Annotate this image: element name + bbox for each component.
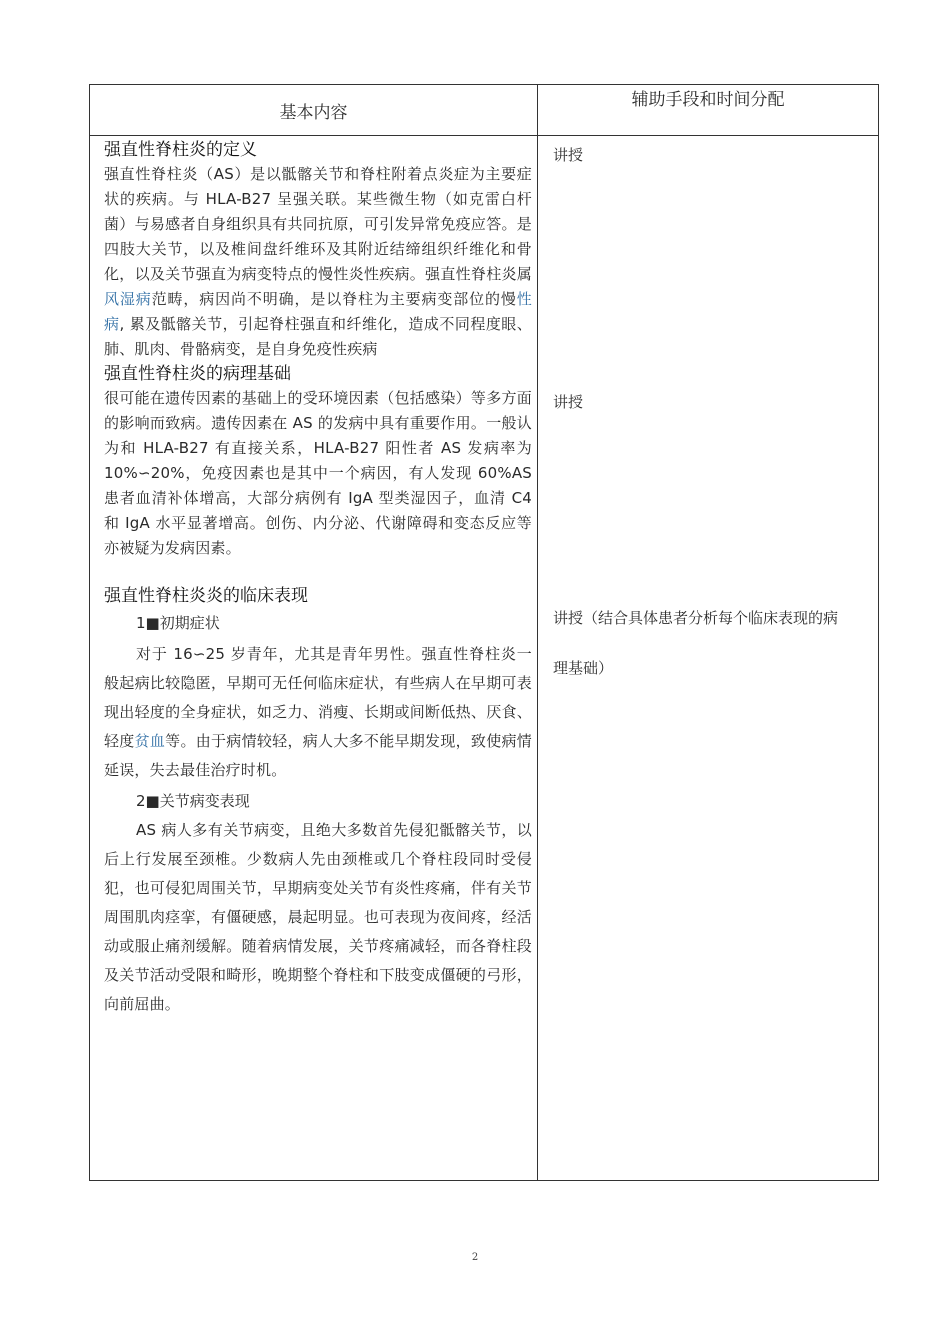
anemia-link[interactable]: 贫血 bbox=[134, 732, 166, 750]
chronic-disease-link[interactable]: 性病 bbox=[104, 290, 532, 333]
basic-content-column bbox=[104, 137, 532, 1019]
section-pathology-text: 很可能在遗传因素的基础上的受环境因素（包括感染）等多方面的影响而致病。遗传因素在 AS 的发病中具有重要作用。一般认为和 HLA-B27 有直接关系，HLA-B27 阳性者 AS 发病率为 10%∽20%，免疫因素也是其中一个病因，有人发现 60%AS 患者血清补体增高，大部分病例有 IgA 型类湿因子，血清 C4 和 IgA 水平显著增高。创伤、内分泌、代谢障碍和变态反应等亦被疑为发病因素。 bbox=[104, 389, 532, 557]
column-divider bbox=[537, 85, 538, 1180]
note-lecture-3-line1: 讲授（结合具体患者分析每个临床表现的病 bbox=[553, 609, 839, 627]
early-symptoms-text bbox=[104, 640, 532, 785]
section-pathology-title: 强直性脊柱炎的病理基础 bbox=[104, 364, 291, 384]
section-definition-text bbox=[104, 162, 532, 362]
section-clinical-title: 强直性脊柱炎炎的临床表现 bbox=[104, 586, 308, 606]
header-basic-content: 基本内容 bbox=[279, 103, 348, 123]
section-definition-title: 强直性脊柱炎的定义 bbox=[104, 140, 257, 160]
note-lecture-2: 讲授 bbox=[553, 393, 584, 411]
early-symptoms-part1: 对于 16∽25 岁青年，尤其是青年男性。强直性脊柱炎一般起病比较隐匿，早期可无任何临床症状，有些病人在早期可表现出轻度的全身症状，如乏力、消瘦、长期或间断低热、厌食、轻度 bbox=[104, 645, 532, 750]
page-number: 2 bbox=[471, 1252, 479, 1263]
joint-lesions-text: AS 病人多有关节病变，且绝大多数首先侵犯骶髂关节，以后上行发展至颈椎。少数病人先由颈椎或几个脊柱段同时受侵犯，也可侵犯周围关节，早期病变处关节有炎性疼痛，伴有关节周围肌肉痉挛，有僵硬感，晨起明显。也可表现为夜间疼，经活动或服止痛剂缓解。随着病情发展，关节疼痛减轻，而各脊柱段及关节活动受限和畸形，晚期整个脊柱和下肢变成僵硬的弓形，向前屈曲。 bbox=[104, 821, 532, 1013]
early-symptoms-heading: 1■初期症状 bbox=[136, 614, 220, 632]
note-lecture-3-line2: 理基础） bbox=[553, 659, 614, 677]
joint-lesions-heading: 2■关节病变表现 bbox=[136, 792, 250, 810]
definition-text-part1: 强直性脊柱炎（AS）是以骶髂关节和脊柱附着点炎症为主要症状的疾病。与 HLA-B27 呈强关联。某些微生物（如克雷白杆菌）与易感者自身组织具有共同抗原，可引发异常免疫应答。是四肢大关节，以及椎间盘纤维环及其附近结缔组织纤维化和骨化，以及关节强直为病变特点的慢性炎性疾病。强直性脊柱炎属 bbox=[104, 165, 532, 283]
definition-text-part2: 范畴，病因尚不明确，是以脊柱为主要病变部位的慢 bbox=[151, 290, 517, 308]
rheumatism-link[interactable]: 风湿病 bbox=[104, 290, 152, 308]
header-aids-and-time: 辅助手段和时间分配 bbox=[631, 90, 785, 110]
content-table bbox=[89, 84, 879, 1181]
definition-text-part3: , 累及骶髂关节，引起脊柱强直和纤维化，造成不同程度眼、肺、肌肉、骨骼病变，是自身免疫性疾病 bbox=[104, 315, 532, 358]
table-header-row bbox=[90, 85, 878, 136]
note-lecture-1: 讲授 bbox=[553, 146, 584, 164]
early-symptoms-part2: 等。由于病情较轻，病人大多不能早期发现，致使病情延误，失去最佳治疗时机。 bbox=[104, 732, 532, 779]
